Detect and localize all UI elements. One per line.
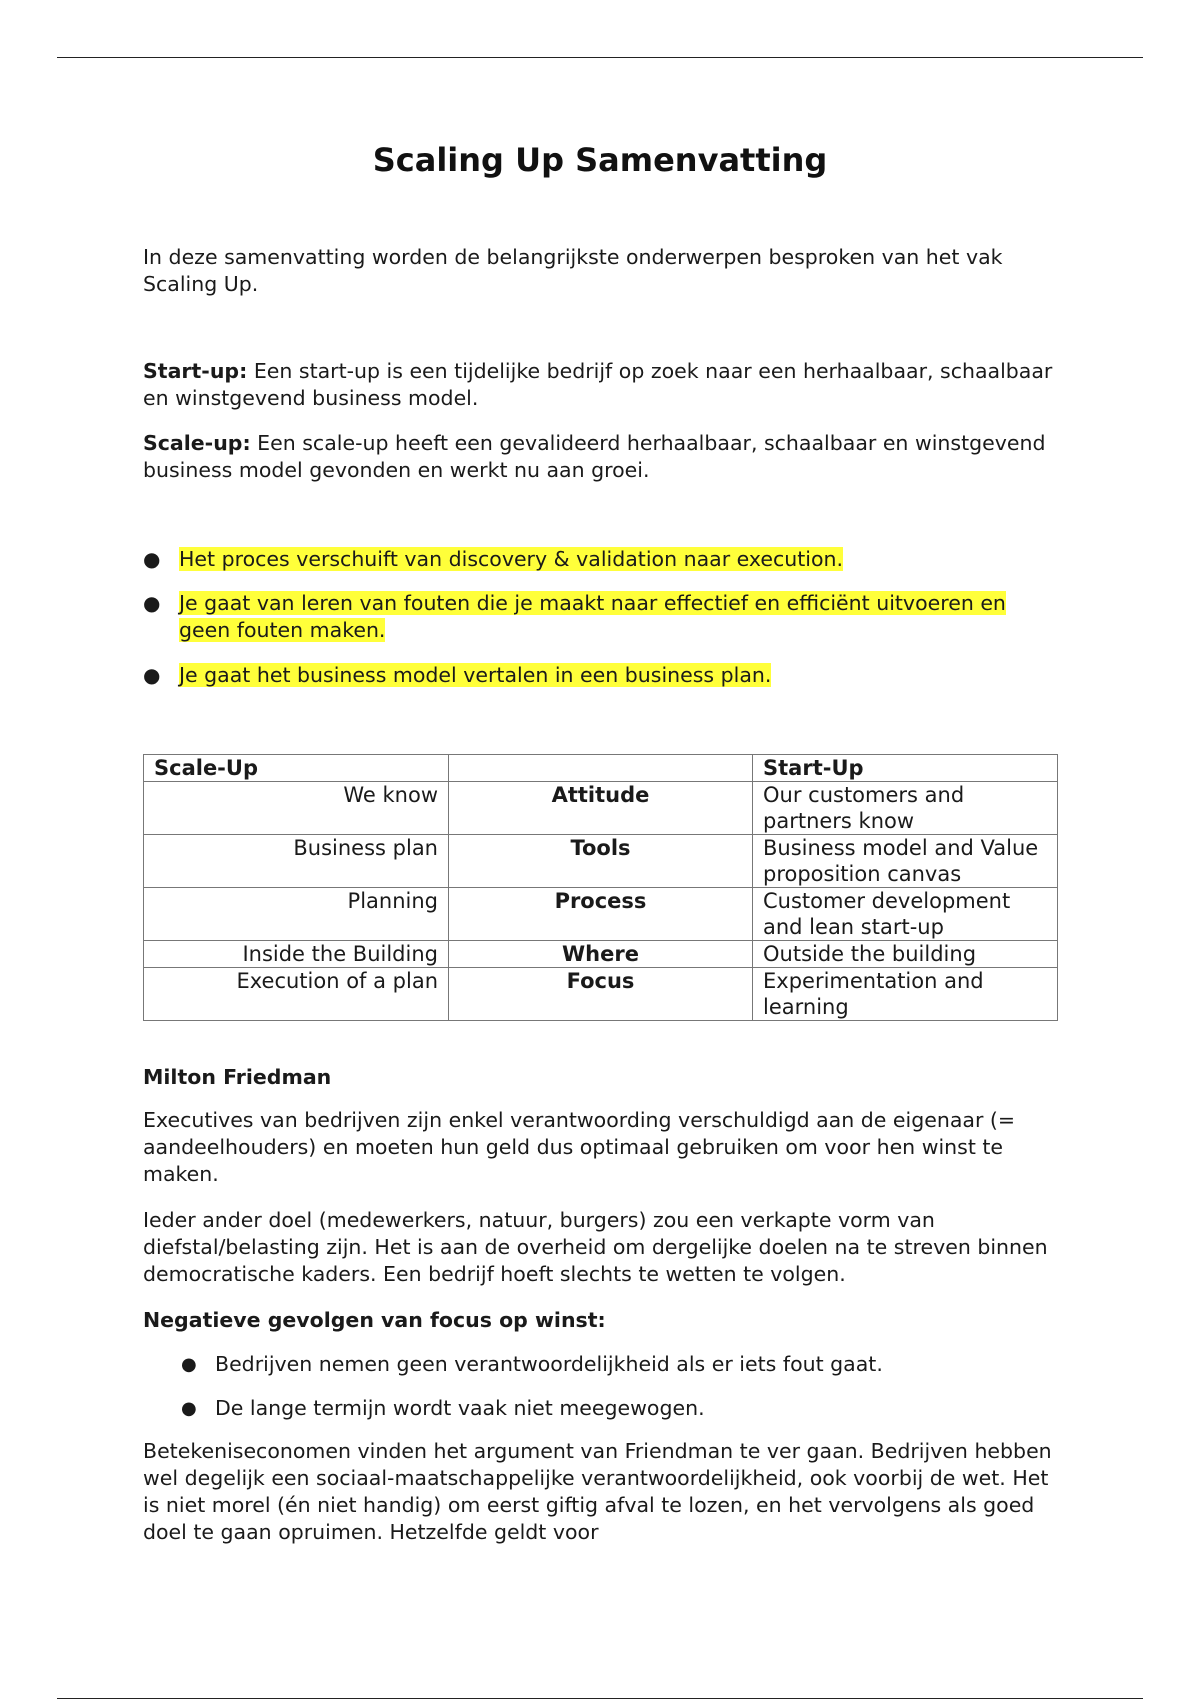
friedman-paragraph-1: Executives van bedrijven zijn enkel verantwoording verschuldigd aan de eigenaar (= aandeelhouders) en moeten hun geld dus optimaal gebruiken om voor hen winst te maken.: [143, 1108, 1016, 1186]
table-header-row: [144, 755, 1058, 782]
page-title: Scaling Up Samenvatting: [372, 141, 828, 179]
table-cell: Customer development and lean start-up: [753, 888, 1058, 941]
friedman-paragraph-2: Ieder ander doel (medewerkers, natuur, burgers) zou een verkapte vorm van diefstal/belasting zijn. Het is aan de overheid om dergelijke doelen na te streven binnen democratische kaders. Een bedrijf hoeft slechts te wetten te volgen.: [143, 1208, 1048, 1286]
list-item-text: De lange termijn wordt vaak niet meegewogen.: [215, 1396, 705, 1420]
table-cell: Inside the Building: [144, 941, 449, 968]
table-cell: Where: [449, 941, 753, 968]
table-header-cell: Start-Up: [753, 755, 1058, 782]
table-cell: Experimentation and learning: [753, 968, 1058, 1021]
table-row: [144, 941, 1058, 968]
table-cell: Focus: [449, 968, 753, 1021]
table-cell: Tools: [449, 835, 753, 888]
table-row: [144, 782, 1058, 835]
bullet-icon: ●: [143, 591, 161, 615]
definition-text: Een scale-up heeft een gevalideerd herhaalbaar, schaalbaar en winstgevend business model gevonden en werkt nu aan groei.: [143, 431, 1046, 482]
bullet-icon: ●: [143, 547, 161, 571]
table-row: [144, 835, 1058, 888]
table-cell: Attitude: [449, 782, 753, 835]
closing-paragraph: Betekeniseconomen vinden het argument van Friendman te ver gaan. Bedrijven hebben wel degelijk een sociaal-maatschappelijke verantwoordelijkheid, ook voorbij de wet. Het is niet morel (én niet handig) om eerst giftig afval te lozen, en het vervolgens als goed doel te gaan opruimen. Hetzelfde geldt voor: [143, 1439, 1052, 1544]
bullet-icon: ●: [143, 663, 161, 687]
definition-term: Scale-up:: [143, 431, 251, 455]
table-cell: Outside the building: [753, 941, 1058, 968]
table-cell: Planning: [144, 888, 449, 941]
table-cell: Business model and Value proposition canvas: [753, 835, 1058, 888]
definition-text: Een start-up is een tijdelijke bedrijf op zoek naar een herhaalbaar, schaalbaar en winstgevend business model.: [143, 359, 1053, 410]
table-row: [144, 888, 1058, 941]
footer-rule: [57, 1698, 1143, 1699]
table-cell: Our customers and partners know: [753, 782, 1058, 835]
table-row: [144, 968, 1058, 1021]
bullet-icon: ●: [181, 1354, 197, 1375]
bullet-icon: ●: [181, 1398, 197, 1419]
section-heading-negatives: Negatieve gevolgen van focus op winst:: [143, 1308, 606, 1332]
highlighted-text: Je gaat van leren van fouten die je maakt naar effectief en efficiënt uitvoeren en geen fouten maken.: [179, 591, 1006, 642]
header-rule: [57, 57, 1143, 58]
intro-paragraph: In deze samenvatting worden de belangrijkste onderwerpen besproken van het vak Scaling Up.: [143, 245, 1003, 296]
table-cell: Process: [449, 888, 753, 941]
table-cell: Business plan: [144, 835, 449, 888]
table-cell: Execution of a plan: [144, 968, 449, 1021]
table-cell: We know: [144, 782, 449, 835]
definition-term: Start-up:: [143, 359, 248, 383]
table-header-cell: [449, 755, 753, 782]
section-heading-friedman: Milton Friedman: [143, 1065, 332, 1089]
highlighted-text: Je gaat het business model vertalen in een business plan.: [179, 663, 772, 687]
list-item-text: Bedrijven nemen geen verantwoordelijkheid als er iets fout gaat.: [215, 1352, 883, 1376]
definition-scaleup: [143, 430, 1053, 484]
definition-startup: [143, 358, 1053, 412]
table-header-cell: Scale-Up: [144, 755, 449, 782]
comparison-table: [143, 754, 1058, 1021]
highlighted-text: Het proces verschuift van discovery & validation naar execution.: [179, 547, 844, 571]
